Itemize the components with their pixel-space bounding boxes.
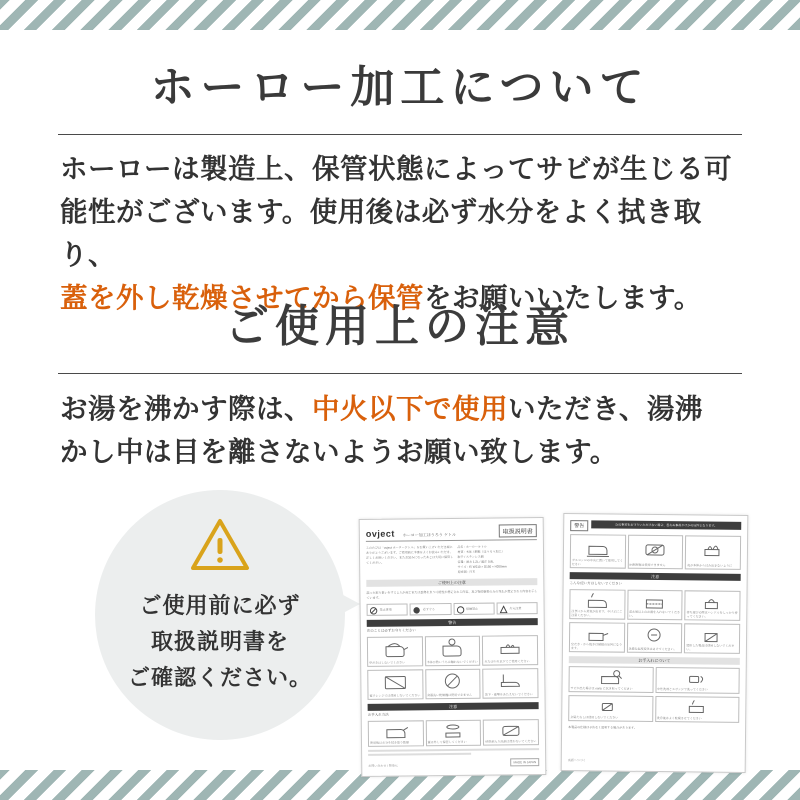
symbol-label: 接触禁止 <box>466 606 479 611</box>
back-cell <box>627 535 683 570</box>
manual-front-filler-lines <box>368 748 539 756</box>
symbol-label: 必ず守る <box>422 607 435 612</box>
manual-front-band-warning: 警告 <box>367 618 538 627</box>
warning-cell <box>425 669 481 700</box>
warning-cell-row-2 <box>367 668 538 700</box>
manual-front-subtitle: ホーロー加工ほうろう ケトル <box>402 531 456 538</box>
back-cell-caption: 空だき・から焼きは破損の原因になります。 <box>570 642 623 651</box>
warning-cell <box>367 636 423 667</box>
symbol-item <box>367 603 408 615</box>
section-title-caution: ご使用上の注意 <box>225 302 575 351</box>
back-cell <box>685 535 741 570</box>
back-cell-caption: 洗浄後はよく乾燥させてください <box>656 716 702 721</box>
back-cell <box>568 695 653 722</box>
back-cell <box>570 534 626 569</box>
symbol-item <box>496 602 537 614</box>
manual-front-intro: このたびは「ovject ホーローケトル」をお買い上げいただき誠にありがとうございます。ご使用前に本書をよくお読みいただき、正しくお使いください。またお読みになったあとは大切に保管してください。 <box>365 544 454 565</box>
back-cell-caption: IH調理器は使用できません <box>629 562 666 568</box>
manual-front-header <box>366 524 537 542</box>
illustration-area <box>0 470 800 770</box>
spec-line-1: 材質 : 本体 / 鋼板（ほうろう加工） <box>457 549 505 554</box>
manual-back-page-no: 裏面へつづく <box>567 758 586 763</box>
warning-cell-caption: 本体が熱いうちは触れないでください <box>426 659 478 665</box>
manual-back-band-care: お手入れについて <box>569 656 740 665</box>
back-cell <box>627 623 683 654</box>
warning-triangle-icon <box>190 518 250 572</box>
back-cell-caption: 中性洗剤とスポンジで洗ってください <box>656 687 708 692</box>
spec-line-5: 原産国 : 日本 <box>457 569 476 574</box>
bubble-text <box>95 588 345 696</box>
manual-front-band-usage: ご使用上の注意 <box>366 578 537 587</box>
symbol-row <box>367 602 538 616</box>
spec-line-3: 容量 : 満水 1.2L / 適正 0.8L <box>457 559 494 564</box>
warning-cell-row-3 <box>368 719 539 747</box>
spec-line-2: 取手 / ステンレス鋼 <box>457 554 484 559</box>
symbol-item <box>410 603 451 615</box>
warning-cell-caption: 火力は中火以下でご使用ください <box>484 659 530 664</box>
filler-line <box>368 753 471 756</box>
section2-highlight: 中火以下で使用 <box>312 393 508 424</box>
symbol-item <box>453 603 494 615</box>
manual-front-warning-note: 誤った取り扱いをすると人が死亡または重傷を負う可能性が想定される内容、及び物的損害のみの発生が想定される内容を示しています。 <box>366 589 538 600</box>
warning-cell-row-1 <box>367 635 538 667</box>
manual-back-band-warning: 警告 <box>570 520 588 531</box>
manual-front-inner <box>366 524 540 770</box>
back-cell <box>655 696 740 723</box>
back-cell-caption: ガスコンロの中央に置いて使用してください <box>571 558 623 567</box>
warning-cell <box>367 669 423 700</box>
manual-front-band-caution-sub: お手入れ方法 <box>367 712 389 717</box>
section1-paragraph <box>60 147 750 319</box>
back-cell <box>655 667 740 694</box>
warning-cell <box>483 719 539 746</box>
manual-front-tag: 取扱説明書 <box>499 524 537 537</box>
spec-line-0: 品名 : ホーローケトル <box>457 544 487 549</box>
warning-cell-caption: 研磨剤入り洗剤は使わないでください <box>485 739 537 744</box>
bubble-line-2: 取扱説明書を <box>150 629 289 654</box>
back-cell-caption: 金属たわしは使用しないでください <box>570 715 619 720</box>
content-area <box>0 30 800 770</box>
manual-back-inner <box>568 520 742 766</box>
symbol-label: 禁止事項 <box>379 607 392 612</box>
back-cell <box>684 623 740 654</box>
back-cell <box>685 590 741 621</box>
back-cell <box>568 666 653 693</box>
warning-cell-caption: 空だきはしないでください <box>369 660 406 665</box>
top-stripe-border <box>0 0 800 30</box>
warning-cell-caption: 電子レンジでは使用しないでください <box>369 693 421 698</box>
back-cell-caption: 注ぎ口から蒸気が出ます。やけどにご注意ください。 <box>571 609 623 618</box>
section1-line2: 能性がございます。使用後は必ず水分をよく拭き取り、 <box>60 196 702 270</box>
warning-cell-caption: 蓋は外して保管してください <box>427 739 467 745</box>
filler-line <box>368 748 539 752</box>
manual-sheet-back <box>561 513 749 773</box>
back-cell-caption: サビが出た場合は early に拭き取ってください <box>570 686 633 691</box>
warning-cell <box>482 635 538 666</box>
back-cell <box>569 589 625 620</box>
section1-line1: ホーローは製造上、保管状態によってサビが生じる可 <box>60 153 732 184</box>
warning-cell <box>483 668 539 699</box>
manual-sheet-front <box>359 517 547 777</box>
back-cell-row-2 <box>569 589 740 621</box>
back-cell-row-5 <box>568 695 739 723</box>
bubble-line-1: ご使用前に必ず <box>139 593 301 618</box>
manual-front-footer: お問い合わせ / 製造元 <box>368 763 398 768</box>
back-cell <box>627 590 683 621</box>
section2-line1-pre: お湯を沸かす際は、 <box>60 393 312 424</box>
divider-line-1 <box>58 134 742 135</box>
warning-cell <box>425 720 481 747</box>
warning-cell-caption: 落下・衝撃をあたえないでください <box>484 692 533 697</box>
warning-cell <box>425 636 481 667</box>
warning-cell-caption: 食器洗い乾燥機は使用できません <box>427 692 473 698</box>
manual-back-band-caution: 注意 <box>570 572 741 581</box>
manual-back-band-caution-sub: こんな使い方はしないでください <box>569 581 623 586</box>
manual-back-footer-note: 本製品の仕様は予告なく変更する場合があります。 <box>568 725 637 730</box>
symbol-label: 火気注意 <box>509 606 522 611</box>
back-cell-caption: 持ち運びの際はハンドルをしっかり持ってください。 <box>686 610 738 619</box>
back-cell-caption: 炎が本体からはみ出さないように <box>687 563 733 568</box>
back-cell-caption: 変形した製品は使用しないでください。 <box>686 643 735 652</box>
manual-back-warning-note: 次の事項をお守りいただけない場合、思わぬ事故やけがの原因となります。 <box>591 520 741 530</box>
manual-front-footer-box: MADE IN JAPAN <box>510 758 539 766</box>
manual-front-band-warning-sub: 次のことは必ずお守りください <box>366 628 416 633</box>
section-title-enamel: ホーロー加工について <box>150 63 650 112</box>
back-cell-row-3 <box>569 622 740 654</box>
section2-paragraph <box>60 387 750 473</box>
back-cell-row-1 <box>570 534 741 570</box>
bubble-line-3: ご確認ください。 <box>127 665 312 690</box>
warning-cell <box>368 720 424 747</box>
section1-highlight: 蓋を外し乾燥させてから保管 <box>60 282 424 313</box>
manual-front-band-caution: 注意 <box>368 702 539 711</box>
section2-line2: かし中は目を離さないようお願い致します。 <box>60 436 618 467</box>
spec-line-4: サイズ : 約 W210 × D150 × H200mm <box>457 564 507 569</box>
warning-cell-caption: 使用後は水分を拭き取り乾燥 <box>369 740 410 745</box>
back-cell-caption: 急激な温度変化はさけてください。 <box>628 646 677 652</box>
back-cell-row-4 <box>568 666 739 694</box>
brand-logo: ovject <box>365 528 395 539</box>
divider-line-2 <box>58 373 742 374</box>
section2-line1-post: いただき、湯沸 <box>508 393 703 424</box>
section1-line3-rest: をお願いいたします。 <box>424 282 702 313</box>
back-cell-caption: 満水量以上のお湯を入れないでください。 <box>628 609 681 618</box>
back-cell <box>569 622 625 653</box>
